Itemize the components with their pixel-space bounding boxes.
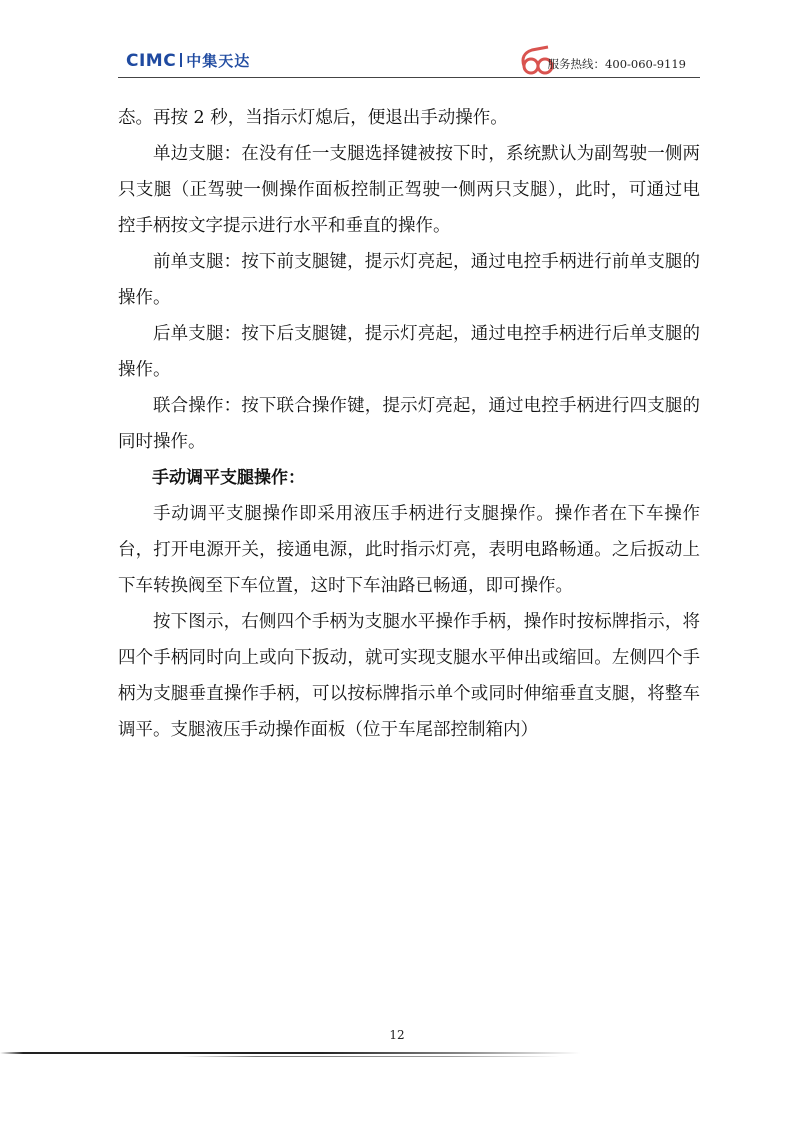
paragraph-manual-intro: 手动调平支腿操作即采用液压手柄进行支腿操作。操作者在下车操作台，打开电源开关，接通电源，此时指示灯亮，表明电路畅通。之后扳动上下车转换阀至下车位置，这时下车油路已畅通，即可操作。 (118, 504, 700, 596)
paragraph-single-leg: 单边支腿：在没有任一支腿选择键被按下时，系统默认为副驾驶一侧两只支腿（正驾驶一侧操作面板控制正驾驶一侧两只支腿），此时，可通过电控手柄按文字提示进行水平和垂直的操作。 (118, 144, 700, 236)
footer-divider-secondary (180, 1056, 560, 1057)
paragraph-rear-leg: 后单支腿：按下后支腿键，提示灯亮起，通过电控手柄进行后单支腿的操作。 (118, 324, 700, 380)
header-divider (118, 77, 700, 78)
paragraph-front-leg: 前单支腿：按下前支腿键，提示灯亮起，通过电控手柄进行前单支腿的操作。 (118, 252, 700, 308)
page-number: 12 (389, 1028, 405, 1042)
section-heading-manual-leveling: 手动调平支腿操作： (152, 468, 305, 488)
page-header (118, 44, 700, 78)
paragraph-handles: 按下图示，右侧四个手柄为支腿水平操作手柄，操作时按标牌指示，将四个手柄同时向上或向下扳动，就可实现支腿水平伸出或缩回。左侧四个手柄为支腿垂直操作手柄，可以按标牌指示单个或同时伸缩垂直支腿，将整车调平。支腿液压手动操作面板（位于车尾部控制箱内） (118, 612, 700, 740)
logo-cn: 中集天达 (186, 52, 251, 70)
company-logo (126, 50, 250, 71)
footer-divider (0, 1052, 580, 1054)
paragraph-continued: 态。再按 2 秒，当指示灯熄后，便退出手动操作。 (118, 108, 508, 128)
logo-en: CIMC (126, 51, 177, 71)
paragraph-combined: 联合操作：按下联合操作键，提示灯亮起，通过电控手柄进行四支腿的同时操作。 (118, 396, 700, 452)
document-body (118, 100, 700, 748)
service-hotline: 服务热线：400-060-9119 (547, 57, 686, 71)
